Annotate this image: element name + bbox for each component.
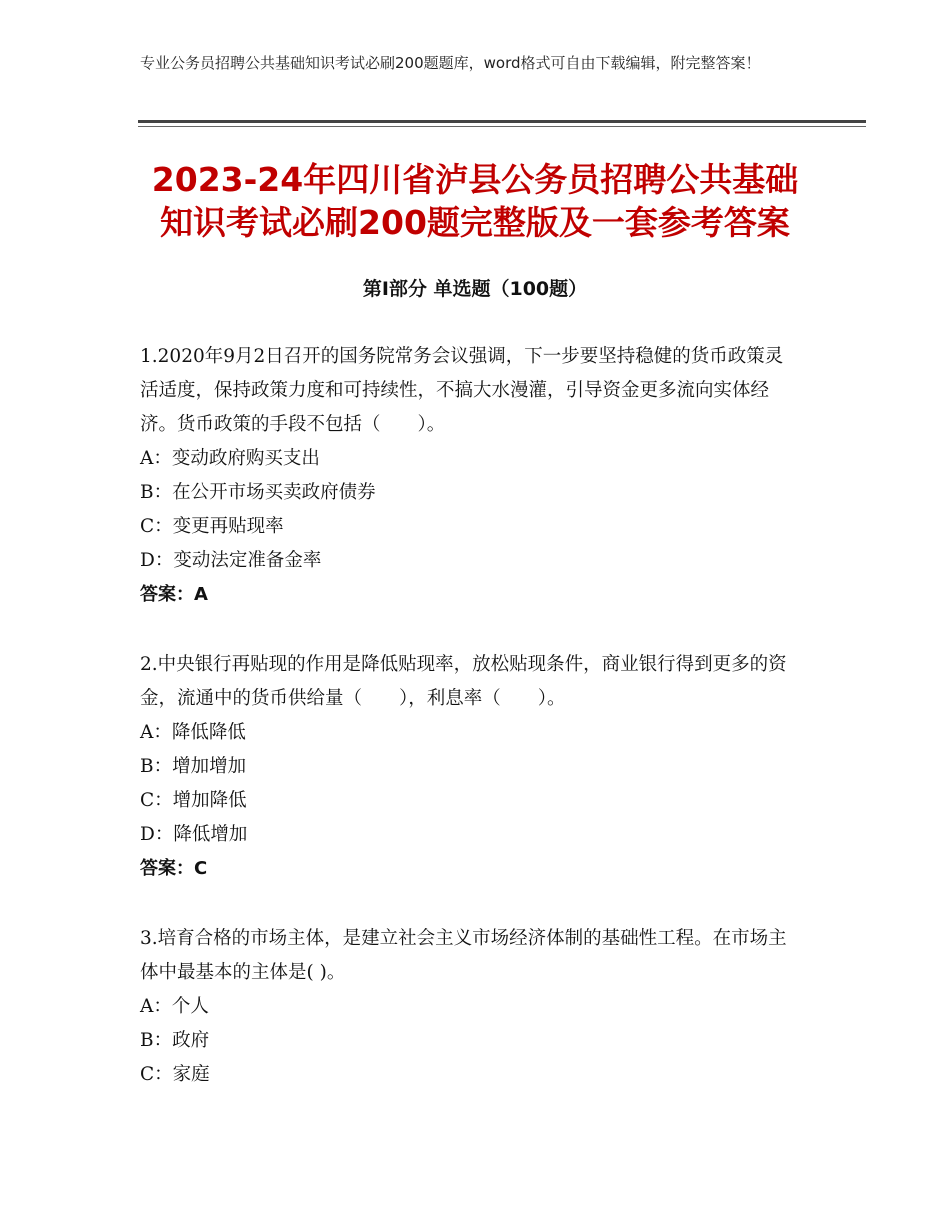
question-1 xyxy=(140,340,800,612)
option-c: C：变更再贴现率 xyxy=(140,516,284,537)
option-b: B：增加增加 xyxy=(140,756,247,777)
header-divider-thick xyxy=(138,120,866,123)
option-b: B：政府 xyxy=(140,1030,210,1051)
option-a: A：降低降低 xyxy=(140,722,246,743)
option-d: D：变动法定准备金率 xyxy=(140,550,322,571)
option-c: C：家庭 xyxy=(140,1064,210,1085)
question-2 xyxy=(140,648,800,886)
option-a: A：个人 xyxy=(140,996,209,1017)
option-a: A：变动政府购买支出 xyxy=(140,448,320,469)
document-title-line-2: 知识考试必刷200题完整版及一套参考答案 xyxy=(160,203,790,242)
document-title xyxy=(100,158,850,244)
header-divider-thin xyxy=(138,126,866,127)
question-stem: 3.培育合格的市场主体，是建立社会主义市场经济体制的基础性工程。在市场主体中最基本的主体是( )。 xyxy=(140,928,787,983)
option-c: C：增加降低 xyxy=(140,790,247,811)
answer: 答案：A xyxy=(140,584,208,605)
header-note: 专业公务员招聘公共基础知识考试必刷200题题库，word格式可自由下载编辑，附完整答案！ xyxy=(140,54,761,72)
question-stem: 1.2020年9月2日召开的国务院常务会议强调，下一步要坚持稳健的货币政策灵活适度，保持政策力度和可持续性，不搞大水漫灌，引导资金更多流向实体经济。货币政策的手段不包括（ ）。 xyxy=(140,346,784,435)
question-3 xyxy=(140,922,800,1092)
option-b: B：在公开市场买卖政府债券 xyxy=(140,482,376,503)
option-d: D：降低增加 xyxy=(140,824,248,845)
answer: 答案：C xyxy=(140,858,208,879)
section-title: 第Ⅰ部分 单选题（100题） xyxy=(362,278,588,300)
question-stem: 2.中央银行再贴现的作用是降低贴现率，放松贴现条件，商业银行得到更多的资金，流通中的货币供给量（ ），利息率（ ）。 xyxy=(140,654,787,709)
document-title-line-1: 2023-24年四川省泸县公务员招聘公共基础 xyxy=(151,160,799,199)
